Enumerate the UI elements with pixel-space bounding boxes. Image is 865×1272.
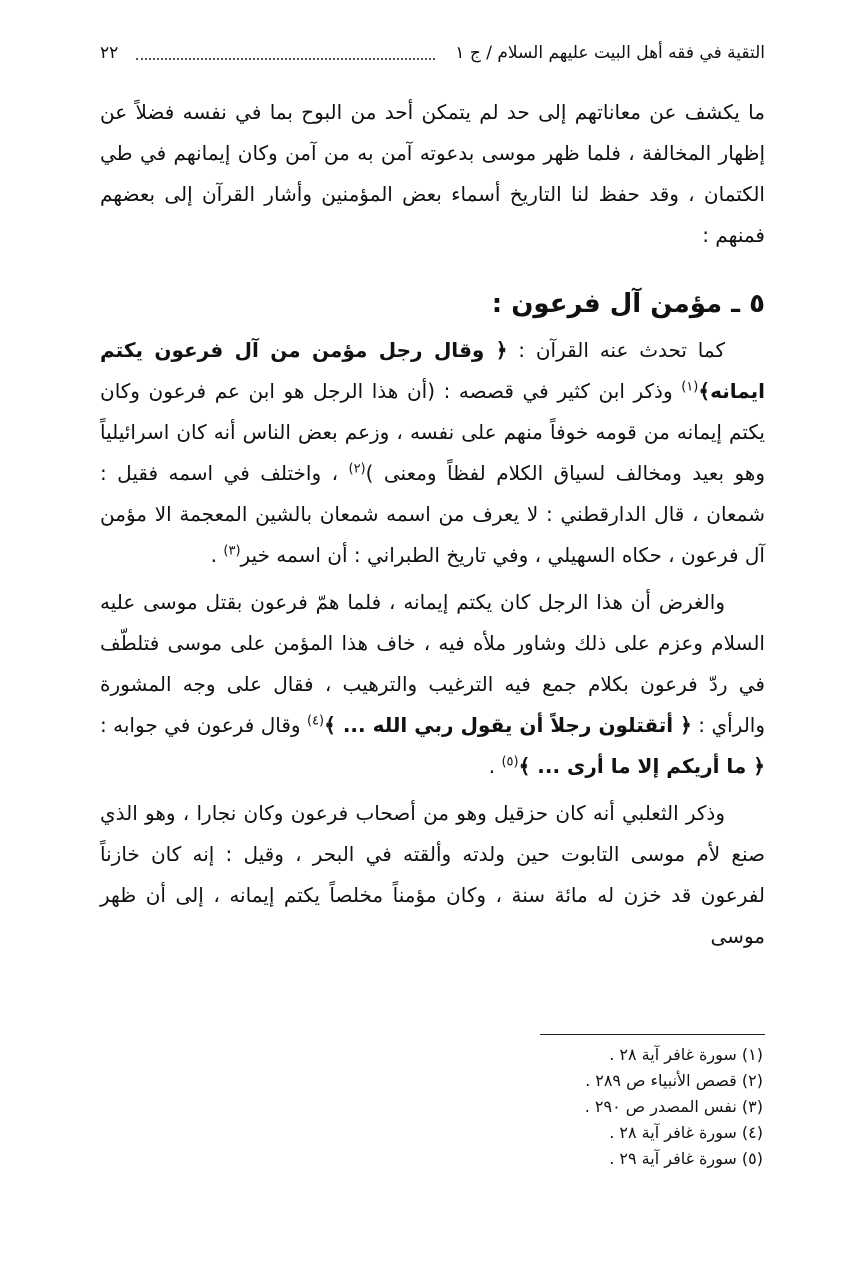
quran-quote: ﴿ وقال رجل مؤمن من آل فرعون يكتم ايمانه﴾ (100, 338, 765, 403)
paragraph-2 (100, 582, 765, 787)
intro-paragraph-block (100, 92, 765, 256)
footnote-5: (٥) سورة غافر آية ٢٩ . (609, 1149, 763, 1168)
footnote-ref-4: (٤) (306, 713, 325, 729)
quran-quote: ﴿ ما أريكم إلا ما أرى ... ﴾ (518, 754, 765, 778)
paragraph-1-text-3: . (210, 543, 224, 567)
footnote-3: (٣) نفس المصدر ص ٢٩٠ . (584, 1097, 763, 1116)
footnote-separator (540, 1034, 765, 1035)
paragraph-2-text-1: والغرض أن هذا الرجل كان يكتم إيمانه ، فلما همّ فرعون بقتل موسى عليه السلام وعزم على ذلك وشاور ملأه فيه ، خاف هذا المؤمن على موسى فتلطّف في ردّ فرعون بكلام جمع فيه الترغيب والترهيب ، فقال على وجه المشورة والرأي : (100, 590, 765, 737)
paragraph-1-lead: كما تحدث عنه القرآن : (507, 338, 725, 362)
paragraph-1-text-1: وذكر ابن كثير في قصصه : (أن هذا الرجل هو ابن عم فرعون وكان يكتم إيمانه من قومه خوفاً منهم على نفسه ، وزعم بعض الناس أنه كان اسرائيلياً وهو بعيد ومخالف لسياق الكلام لفظاً ومعنى ) (100, 379, 766, 485)
footnote-ref-5: (٥) (501, 754, 519, 770)
footnote-ref-3: (٣) (223, 543, 241, 559)
page-number: ٢٢ (100, 43, 119, 63)
footnote-ref-1: (١) (681, 379, 699, 395)
quran-quote: ﴿ أتقتلون رجلاً أن يقول ربي الله ... ﴾ (324, 713, 692, 737)
footnote-ref-2: (٢) (348, 461, 366, 477)
main-text (100, 330, 765, 957)
page-header (100, 36, 765, 70)
paragraph-2-text-2: وقال فرعون في جوابه : (100, 713, 307, 737)
paragraph-3: وذكر الثعلبي أنه كان حزقيل وهو من أصحاب فرعون وكان نجارا ، وهو الذي صنع لأم موسى التابوت حين ولدته وألقته في البحر ، وقيل : إنه كان خازناً لفرعون قد خزن له مائة سنة ، وكان مؤمناً مخلصاً يكتم إيمانه ، إلى أن ظهر موسى (100, 801, 765, 948)
footnotes (100, 1042, 765, 1172)
intro-paragraph: ما يكشف عن معاناتهم إلى حد لم يتمكن أحد من البوح بما في نفسه فضلاً عن إظهار المخالفة ، فلما ظهر موسى بدعوته آمن به من آمن وكان إيمانهم في طي الكتمان ، وقد حفظ لنا التاريخ أسماء بعض المؤمنين وأشار القرآن إلى بعضهم فمنهم : (100, 100, 765, 247)
running-title: التقية في فقه أهل البيت عليهم السلام / ج ١ (455, 43, 765, 63)
paragraph-1 (100, 330, 765, 576)
paragraph-2-text-3: . (488, 754, 502, 778)
footnote-1: (١) سورة غافر آية ٢٨ . (609, 1045, 763, 1064)
section-heading: ٥ ـ مؤمن آل فرعون : (491, 289, 765, 319)
footnote-4: (٤) سورة غافر آية ٢٨ . (609, 1123, 763, 1142)
footnote-2: (٢) قصص الأنبياء ص ٢٨٩ . (585, 1071, 763, 1090)
header-dot-leader (136, 58, 435, 60)
paragraph-1-text-2: ، واختلف في اسمه فقيل : شمعان ، قال الدارقطني : لا يعرف من اسمه شمعان بالشين المعجمة الا مؤمن آل فرعون ، حكاه السهيلي ، وفي تاريخ الطبراني : أن اسمه خير (100, 461, 765, 567)
